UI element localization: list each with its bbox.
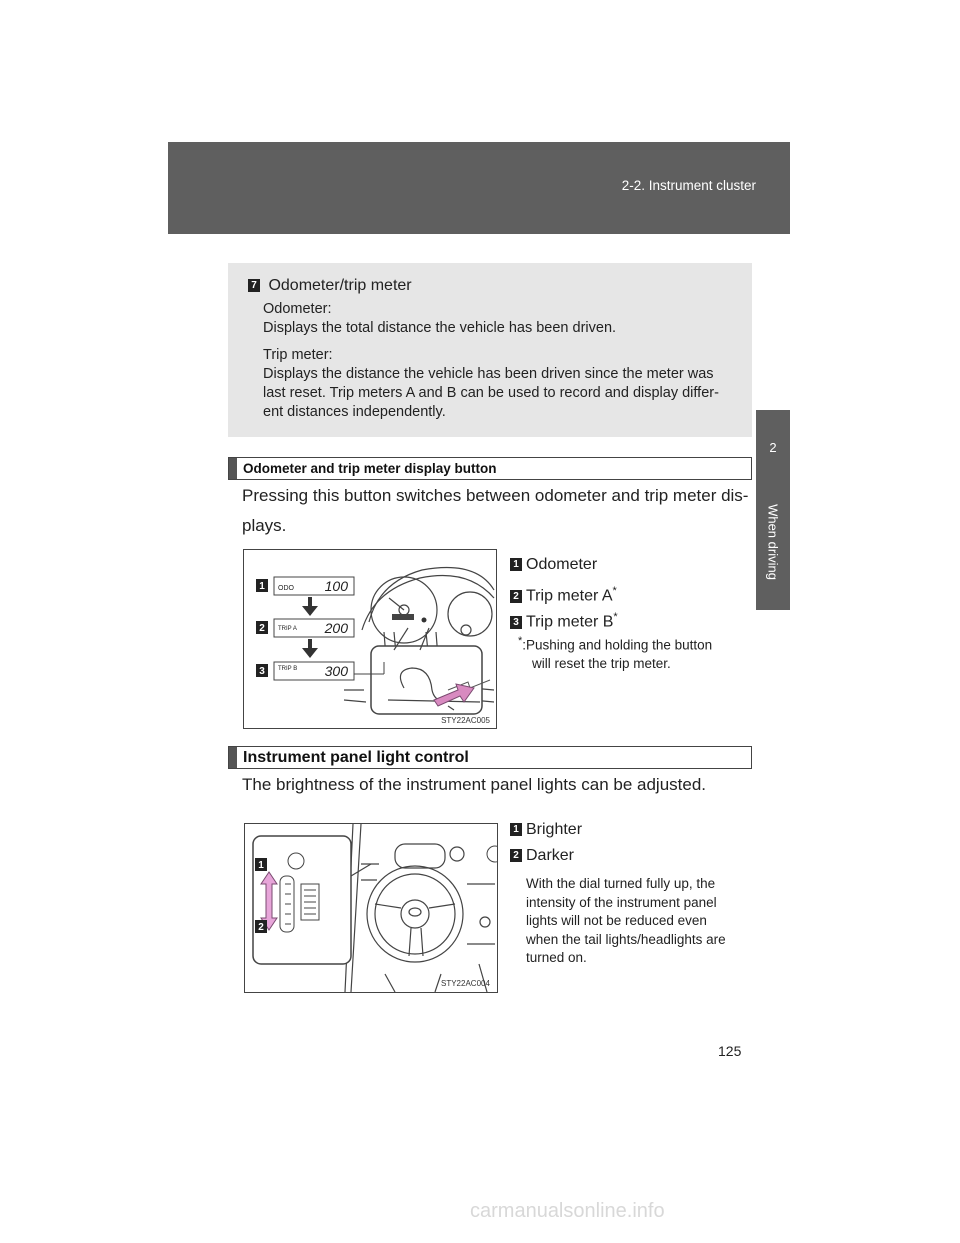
trip-meter-description <box>263 346 719 422</box>
panel-light-body-text: The brightness of the instrument panel lights can be adjusted. <box>242 775 707 794</box>
figure-code: STY22AC004 <box>441 979 490 988</box>
item-label: Trip meter A <box>526 587 613 605</box>
display-value: 100 <box>324 578 348 594</box>
figure-badge: 2 <box>258 922 264 933</box>
display-badge: 2 <box>259 623 265 634</box>
info-box-heading <box>248 277 412 295</box>
item-badge: 1 <box>510 558 522 571</box>
item-badge: 2 <box>510 590 522 603</box>
header-bar <box>168 142 790 234</box>
info-box <box>228 263 752 437</box>
body-line: plays. <box>242 516 287 535</box>
dial-note <box>526 875 726 968</box>
list-item <box>510 844 582 870</box>
brightness-list <box>510 818 582 870</box>
footnote-mark: * <box>518 635 523 647</box>
item-label: Darker <box>526 847 575 864</box>
item-badge: 2 <box>510 849 522 862</box>
footnote-mark: * <box>613 611 618 623</box>
list-item <box>510 579 618 605</box>
trip-meter-label: Trip meter: <box>263 347 333 363</box>
figure-badge: 1 <box>258 860 264 871</box>
section-header-bar <box>229 458 237 479</box>
display-modes-list <box>510 553 618 631</box>
item-badge: 3 <box>510 616 522 629</box>
note-line: intensity of the instrument panel <box>526 894 717 910</box>
display-value: 200 <box>324 620 348 636</box>
display-badge: 3 <box>259 666 265 677</box>
note-line: :Pushing and holding the button <box>522 637 713 653</box>
page-number: 125 <box>718 1043 742 1059</box>
list-item <box>510 553 618 579</box>
display-tag: TRIP A <box>278 626 297 632</box>
note-line: turned on. <box>526 950 587 965</box>
note-line: lights will not be reduced even <box>526 913 707 928</box>
list-item <box>510 818 582 844</box>
section-title: 2-2. Instrument cluster <box>621 178 756 193</box>
item-label: Brighter <box>526 821 583 838</box>
chapter-label: When driving <box>765 504 781 580</box>
section-header-bar <box>229 747 237 768</box>
footnote-mark: * <box>612 585 617 597</box>
item-badge: 1 <box>510 823 522 836</box>
info-box-title: Odometer/trip meter <box>268 277 412 294</box>
trip-meter-line: Displays the distance the vehicle has been driven since the meter was <box>263 366 714 382</box>
chapter-tab <box>756 410 790 610</box>
odometer-text: Displays the total distance the vehicle has been driven. <box>263 320 617 336</box>
panel-light-illustration <box>244 823 498 993</box>
body-line: Pressing this button switches between odometer and trip meter dis- <box>242 486 749 505</box>
trip-meter-line: last reset. Trip meters A and B can be used to record and display differ- <box>263 385 719 401</box>
note-line: With the dial turned fully up, the <box>526 876 716 891</box>
odometer-description <box>263 300 616 338</box>
chapter-number: 2 <box>769 440 777 455</box>
list-item <box>510 605 618 631</box>
watermark: carmanualsonline.info <box>470 1200 665 1222</box>
item-label: Odometer <box>526 556 598 573</box>
info-box-badge: 7 <box>248 279 260 292</box>
item-label: Trip meter B <box>526 613 614 631</box>
note-line: when the tail lights/headlights are <box>526 931 726 947</box>
odometer-illustration <box>243 549 497 729</box>
figure-code: STY22AC005 <box>441 716 490 725</box>
reset-note <box>518 632 712 673</box>
display-value: 300 <box>324 663 348 679</box>
display-tag: ODO <box>278 585 294 592</box>
section-header-title: Odometer and trip meter display button <box>243 461 497 476</box>
display-tag: TRIP B <box>278 666 298 672</box>
trip-meter-line: ent distances independently. <box>263 404 446 420</box>
section-header-odometer <box>228 457 752 480</box>
section-header-panel-light <box>228 746 752 769</box>
note-line: will reset the trip meter. <box>532 655 671 671</box>
odometer-label: Odometer: <box>263 301 332 317</box>
display-badge: 1 <box>259 581 265 592</box>
section-header-title: Instrument panel light control <box>243 749 469 766</box>
odometer-body-text <box>242 481 748 541</box>
